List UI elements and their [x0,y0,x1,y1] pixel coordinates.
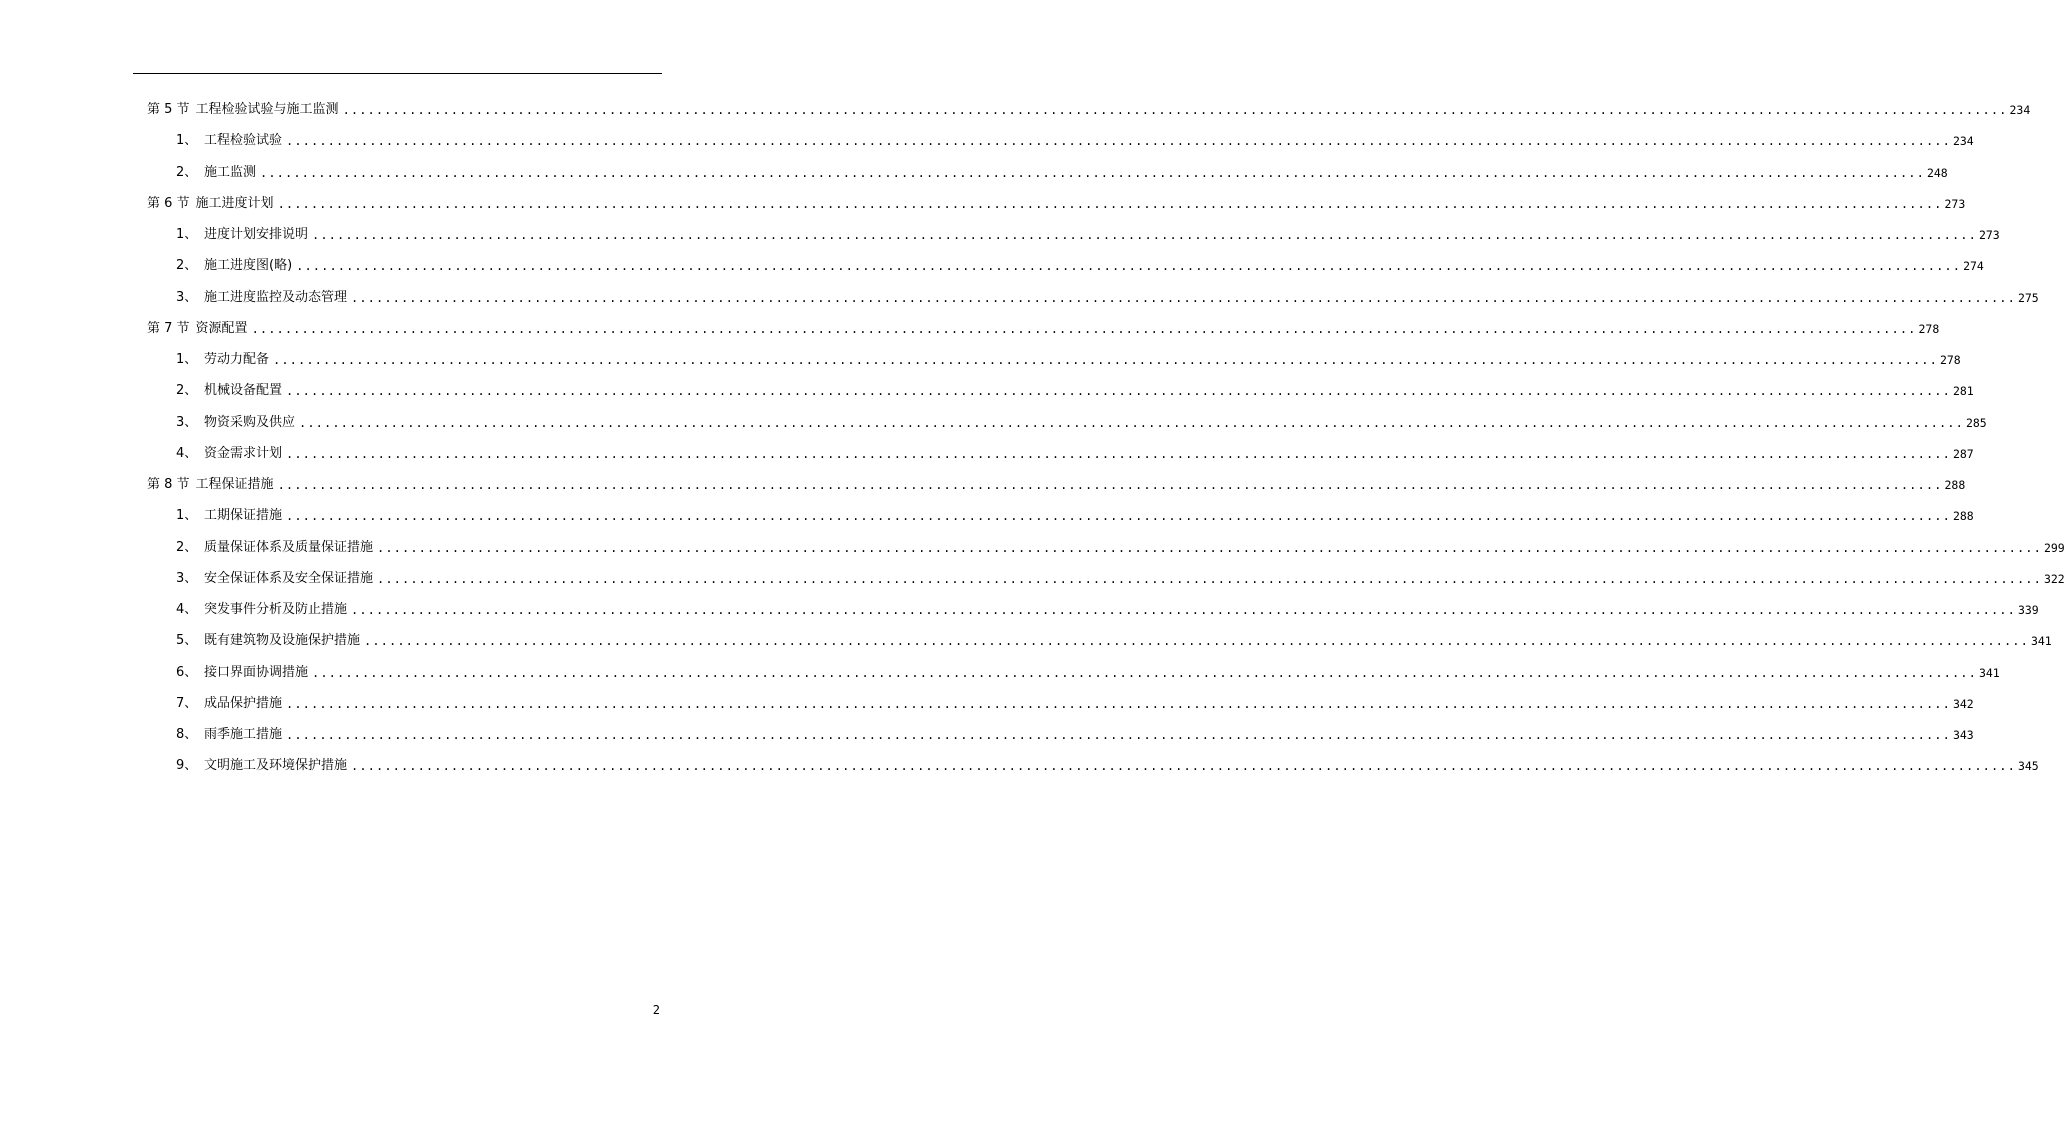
toc-entry-number: 第 6 节 [147,195,190,211]
toc-entry-number: 2、 [176,539,198,555]
toc-entry-title: 物资采购及供应 [204,414,296,430]
toc-entry-title: 既有建筑物及设施保护措施 [204,633,361,649]
toc-dot-leader: ........................................................................................................................................................................................................ [351,759,2016,774]
toc-dot-leader: ........................................................................................................................................................................................................ [377,571,2042,586]
toc-subsection-entry[interactable] [176,413,1987,433]
toc-dot-leader: ........................................................................................................................................................................................................ [286,134,1951,149]
toc-subsection-entry[interactable] [176,225,2000,245]
toc-entry-title: 接口界面协调措施 [204,664,309,680]
toc-entry-title: 施工进度监控及动态管理 [204,289,348,305]
toc-entry-page: 341 [2030,634,2052,649]
toc-entry-title: 雨季施工措施 [204,727,283,742]
toc-dot-leader: ........................................................................................................................................................................................................ [364,634,2029,649]
toc-subsection-entry[interactable] [176,631,2052,651]
toc-entry-page: 273 [1978,228,2000,242]
toc-dot-leader: ........................................................................................................................................................................................................ [273,353,1938,367]
toc-entry-number: 2、 [176,164,198,180]
toc-dot-leader: ........................................................................................................................................................................................................ [286,384,1951,399]
toc-subsection-entry[interactable] [176,600,2039,620]
toc-section-entry[interactable] [147,475,1966,495]
toc-entry-page: 234 [2009,103,2031,117]
toc-entry-title: 施工进度图(略) [204,258,293,274]
toc-dot-leader: ........................................................................................................................................................................................................ [260,165,1925,180]
toc-entry-page: 287 [1952,446,1974,461]
toc-subsection-entry[interactable] [176,538,2065,558]
toc-entry-title: 质量保证体系及质量保证措施 [204,539,374,555]
toc-entry-page: 278 [1918,321,1940,336]
toc-subsection-entry[interactable] [176,694,1974,714]
toc-dot-leader: ........................................................................................................................................................................................................ [296,259,1962,274]
toc-entry-number: 3、 [176,414,198,430]
toc-entry-number: 1、 [176,133,198,149]
toc-entry-title: 进度计划安排说明 [204,227,309,242]
toc-dot-leader: ........................................................................................................................................................................................................ [286,509,1951,524]
toc-dot-leader: ........................................................................................................................................................................................................ [377,540,2042,555]
toc-entry-page: 273 [1944,196,1966,211]
toc-entry-title: 工程检验试验 [204,133,283,149]
toc-section-entry[interactable] [147,194,1966,214]
toc-subsection-entry[interactable] [176,756,2039,776]
toc-subsection-entry[interactable] [176,163,1948,183]
toc-entry-title: 工程检验试验与施工监测 [195,102,339,117]
toc-entry-title: 施工监测 [204,164,257,180]
toc-entry-title: 劳动力配备 [204,352,270,367]
toc-dot-leader: ........................................................................................................................................................................................................ [277,196,1943,211]
toc-dot-leader: ........................................................................................................................................................................................................ [286,696,1951,711]
toc-entry-page: 285 [1965,415,1987,430]
toc-entry-page: 278 [1939,353,1961,367]
toc-entry-number: 9、 [176,758,198,774]
toc-dot-leader: ........................................................................................................................................................................................................ [286,446,1951,461]
toc-subsection-entry[interactable] [176,506,1974,526]
toc-dot-leader: ........................................................................................................................................................................................................ [277,478,1943,492]
toc-subsection-entry[interactable] [176,256,1984,276]
toc-entry-page: 288 [1952,509,1974,524]
toc-entry-page: 342 [1952,696,1974,711]
toc-entry-page: 341 [1978,665,2000,680]
toc-dot-leader: ........................................................................................................................................................................................................ [312,228,1977,242]
toc-entry-number: 4、 [176,445,198,461]
toc-entry-number: 2、 [176,383,198,399]
toc-subsection-entry[interactable] [176,131,1974,151]
toc-entry-number: 第 7 节 [147,320,190,336]
toc-entry-title: 突发事件分析及防止措施 [204,602,348,617]
toc-entry-number: 7、 [176,695,198,711]
toc-section-entry[interactable] [147,319,1940,339]
toc-entry-page: 345 [2017,759,2039,774]
toc-entry-number: 1、 [176,508,198,524]
toc-subsection-entry[interactable] [176,288,2039,308]
toc-entry-title: 资金需求计划 [204,445,283,461]
toc-dot-leader: ........................................................................................................................................................................................................ [286,728,1951,742]
toc-section-entry[interactable] [147,100,2031,120]
toc-entry-page: 343 [1952,728,1974,742]
toc-subsection-entry[interactable] [176,381,1974,401]
toc-entry-number: 第 5 节 [147,102,190,117]
toc-entry-page: 234 [1952,134,1974,149]
toc-entry-page: 275 [2017,290,2039,305]
toc-entry-page: 274 [1963,259,1984,274]
toc-entry-number: 4、 [176,602,198,617]
toc-entry-page: 299 [2043,540,2065,555]
toc-entry-number: 8、 [176,727,198,742]
toc-entry-number: 6、 [176,664,198,680]
toc-dot-leader: ........................................................................................................................................................................................................ [299,415,1964,430]
toc-entry-number: 1、 [176,227,198,242]
toc-entry-page: 339 [2017,603,2039,617]
toc-dot-leader: ........................................................................................................................................................................................................ [351,603,2016,617]
toc-entry-title: 资源配置 [195,320,248,336]
toc-entry-number: 5、 [176,633,198,649]
toc-entry-title: 成品保护措施 [204,695,283,711]
toc-dot-leader: ........................................................................................................................................................................................................ [351,290,2016,305]
toc-entry-number: 1、 [176,352,198,367]
toc-entry-number: 3、 [176,570,198,586]
toc-dot-leader: ........................................................................................................................................................................................................ [312,665,1977,680]
toc-entry-title: 工程保证措施 [195,477,274,492]
toc-entry-page: 288 [1944,478,1966,492]
toc-entry-number: 3、 [176,289,198,305]
toc-subsection-entry[interactable] [176,569,2065,589]
toc-entry-title: 机械设备配置 [204,383,283,399]
toc-entry-title: 工期保证措施 [204,508,283,524]
toc-entry-page: 248 [1926,165,1948,180]
toc-subsection-entry[interactable] [176,725,1974,745]
toc-entry-title: 施工进度计划 [195,195,274,211]
toc-entry-number: 第 8 节 [147,477,190,492]
toc-entry-page: 322 [2043,571,2065,586]
toc-entry-page: 281 [1952,384,1974,399]
toc-dot-leader: ........................................................................................................................................................................................................ [251,321,1917,336]
toc-subsection-entry[interactable] [176,444,1974,464]
toc-entry-number: 2、 [176,258,198,274]
toc-dot-leader: ........................................................................................................................................................................................................ [342,103,2008,117]
toc-entry-title: 安全保证体系及安全保证措施 [204,570,374,586]
toc-subsection-entry[interactable] [176,350,1961,370]
page-number: 2 [652,1003,660,1017]
toc-entry-title: 文明施工及环境保护措施 [204,758,348,774]
toc-subsection-entry[interactable] [176,663,2000,683]
